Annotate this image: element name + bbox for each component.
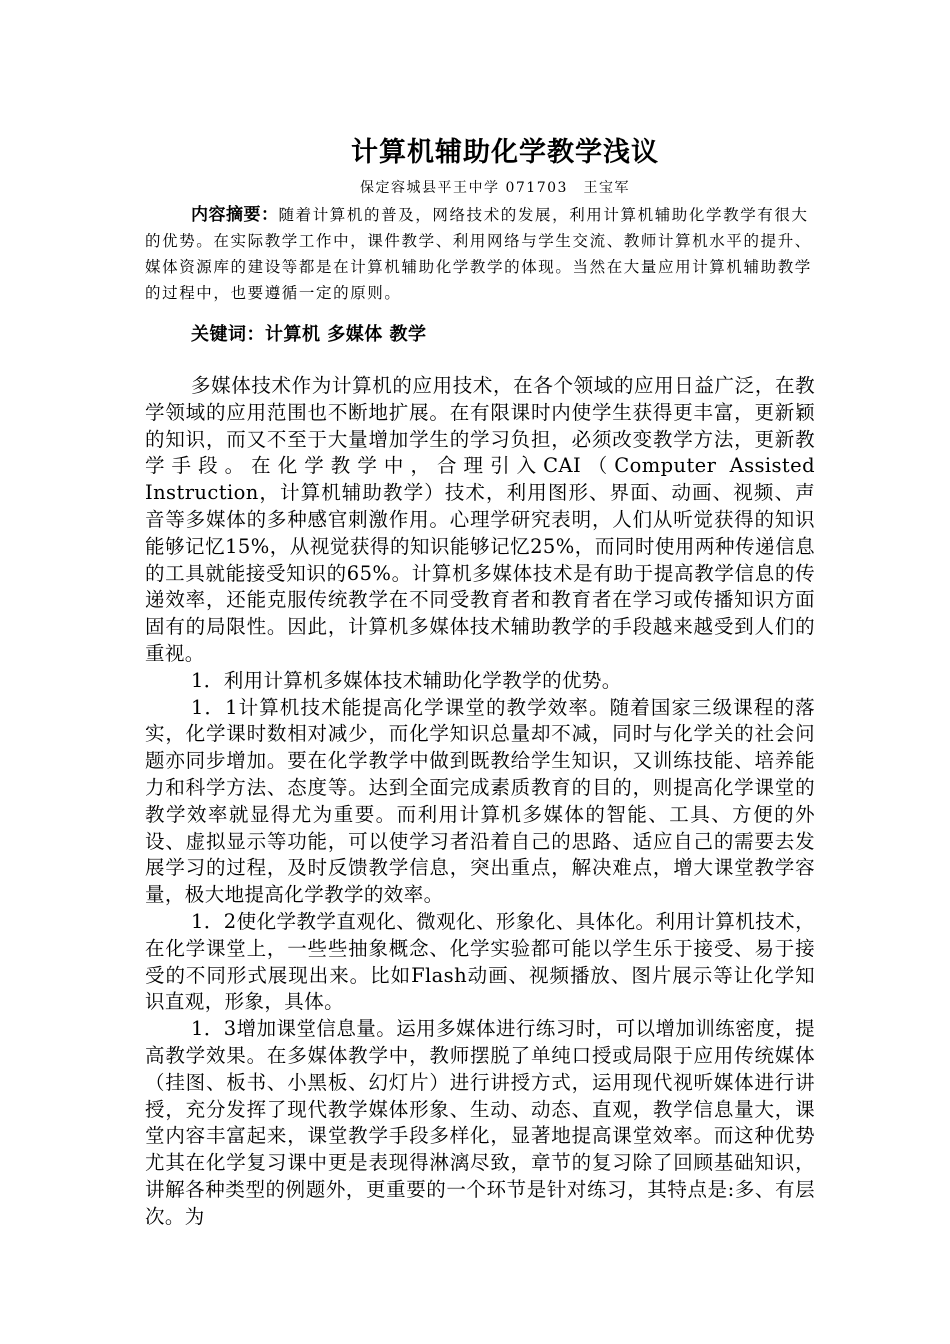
paragraph-1-3: 1．3增加课堂信息量。运用多媒体进行练习时，可以增加训练密度，提高教学效果。在多媒体教学中，教师摆脱了单纯口授或局限于应用传统媒体（挂图、板书、小黑板、幻灯片）进行讲授方式，运用现代视听媒体进行讲授，充分发挥了现代教学媒体形象、生动、动态、直观，教学信息量大，课堂内容丰富起来，课堂教学手段多样化，显著地提高课堂效率。而这种优势尤其在化学复习课中更是表现得淋漓尽致，章节的复习除了回顾基础知识，讲解各种类型的例题外，更重要的一个环节是针对练习，其特点是:多、有层次。为 — [145, 1017, 815, 1228]
paragraph-intro: 多媒体技术作为计算机的应用技术，在各个领域的应用日益广泛，在教学领域的应用范围也不断地扩展。在有限课时内使学生获得更丰富，更新颖的知识，而又不至于大量增加学生的学习负担，必须改变教学方法，更新教学手段。在化学教学中，合理引入CAI（Computer Assisted Instruction，计算机辅助教学）技术，利用图形、界面、动画、视频、声音等多媒体的多种感官刺激作用。心理学研究表明，人们从听觉获得的知识能够记忆15%，从视觉获得的知识能够记忆25%，而同时使用两种传递信息的工具就能接受知识的65%。计算机多媒体技术是有助于提高教学信息的传递效率，还能克服传统教学在不同受教育者和教育者在学习或传播知识方面固有的局限性。因此，计算机多媒体技术辅助教学的手段越来越受到人们的重视。 — [145, 374, 815, 665]
paragraph-1-1: 1．1计算机技术能提高化学课堂的教学效率。随着国家三级课程的落实，化学课时数相对减少，而化学知识总量却不减，同时与化学关的社会问题亦同步增加。要在化学教学中做到既教给学生知识，又训练技能、培养能力和科学方法、态度等。达到全面完成素质教育的目的，则提高化学课堂的教学效率就显得尤为重要。而利用计算机多媒体的智能、工具、方便的外设、虚拟显示等功能，可以使学习者沿着自己的思路、适应自己的需要去发展学习的过程，及时反馈教学信息，突出重点，解决难点，增大课堂教学容量，极大地提高化学教学的效率。 — [145, 695, 815, 907]
keywords-line: 关键词：计算机 多媒体 教学 — [191, 324, 427, 345]
section-heading-1: 1．利用计算机多媒体技术辅助化学教学的优势。 — [191, 668, 622, 692]
abstract-text: 随着计算机的普及，网络技术的发展，利用计算机辅助化学教学有很大的优势。在实际教学工作中，课件教学、利用网络与学生交流、教师计算机水平的提升、媒体资源库的建设等都是在计算机辅助化学教学的体现。当然在大量应用计算机辅助教学的过程中，也要遵循一定的原则。 — [145, 206, 812, 302]
abstract — [145, 202, 825, 306]
abstract-label: 内容摘要： — [191, 205, 279, 225]
body-text — [145, 373, 815, 1231]
document-title: 计算机辅助化学教学浅议 — [351, 137, 659, 168]
author-line: 保定容城县平王中学 071703 王宝军 — [360, 180, 630, 196]
paragraph-1-2: 1．2使化学教学直观化、微观化、形象化、具体化。利用计算机技术，在化学课堂上，一些些抽象概念、化学实验都可能以学生乐于接受、易于接受的不同形式展现出来。比如Flash动画、视频播放、图片展示等让化学知识直观，形象，具体。 — [145, 909, 815, 1014]
